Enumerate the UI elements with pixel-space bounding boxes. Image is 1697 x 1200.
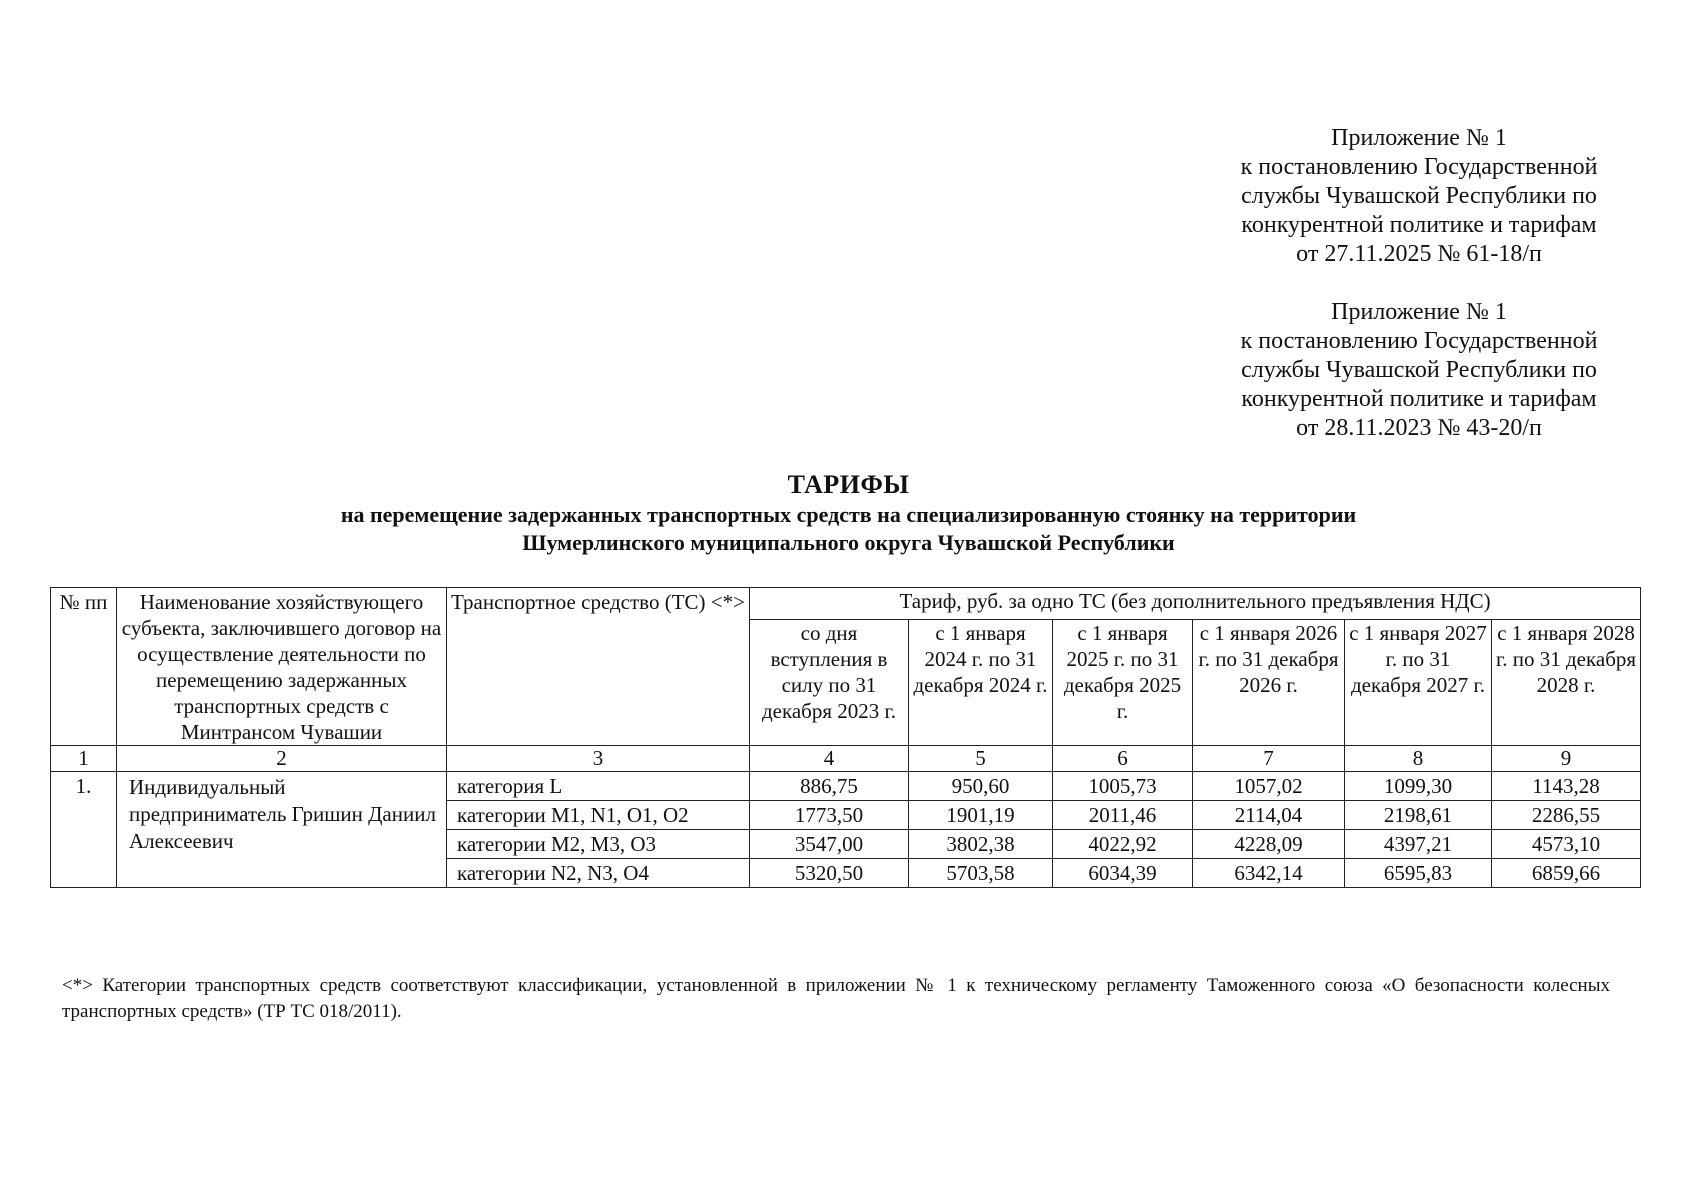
tariff-value: 2011,46 [1053, 801, 1193, 830]
tariff-value: 4573,10 [1492, 830, 1641, 859]
appendix-line: конкурентной политике и тарифам [1241, 212, 1597, 238]
tariff-value: 2114,04 [1193, 801, 1345, 830]
appendix-title: Приложение № 1 [1331, 299, 1507, 325]
tariff-value: 3547,00 [750, 830, 909, 859]
column-number: 3 [447, 746, 750, 772]
title-subtitle-line: Шумерлинского муниципального округа Чувашской Республики [522, 530, 1175, 555]
tariff-value: 2198,61 [1345, 801, 1492, 830]
header-row-number: № пп [51, 588, 117, 746]
vehicle-category: категории M1, N1, O1, O2 [447, 801, 750, 830]
tariff-table [50, 587, 1641, 888]
header-tariff: Тариф, руб. за одно ТС (без дополнительного предъявления НДС) [750, 588, 1641, 620]
appendix-line: службы Чувашской Республики по [1241, 183, 1597, 209]
entity-name: Индивидуальный предприниматель Гришин Даниил Алексеевич [117, 772, 447, 888]
tariff-value: 5320,50 [750, 859, 909, 888]
tariff-value: 1099,30 [1345, 772, 1492, 801]
appendix-header-original [1209, 298, 1629, 443]
appendix-title: Приложение № 1 [1331, 125, 1507, 151]
vehicle-category: категории M2, M3, O3 [447, 830, 750, 859]
title-main: ТАРИФЫ [787, 470, 910, 499]
table-row [51, 772, 1641, 801]
tariff-value: 6034,39 [1053, 859, 1193, 888]
header-period: со дня вступления в силу по 31 декабря 2023 г. [750, 620, 909, 746]
vehicle-category: категории N2, N3, O4 [447, 859, 750, 888]
tariff-value: 950,60 [909, 772, 1053, 801]
appendix-date-number: от 27.11.2025 № 61-18/п [1296, 241, 1542, 267]
appendix-line: к постановлению Государственной [1240, 154, 1598, 180]
vehicle-category: категория L [447, 772, 750, 801]
tariff-value: 4022,92 [1053, 830, 1193, 859]
tariff-value: 1005,73 [1053, 772, 1193, 801]
appendix-line: службы Чувашской Республики по [1241, 357, 1597, 383]
tariff-value: 1143,28 [1492, 772, 1641, 801]
column-number: 7 [1193, 746, 1345, 772]
tariff-value: 6595,83 [1345, 859, 1492, 888]
header-entity: Наименование хозяйствующего субъекта, заключившего договор на осуществление деятельности по перемещению задержанных транспортных средств с Минтрансом Чувашии [117, 588, 447, 746]
document-title [0, 469, 1697, 557]
tariff-value: 4228,09 [1193, 830, 1345, 859]
appendix-date-number: от 28.11.2023 № 43-20/п [1296, 415, 1542, 441]
tariff-value: 4397,21 [1345, 830, 1492, 859]
header-period: с 1 января 2028 г. по 31 декабря 2028 г. [1492, 620, 1641, 746]
column-number: 9 [1492, 746, 1641, 772]
header-period: с 1 января 2027 г. по 31 декабря 2027 г. [1345, 620, 1492, 746]
tariff-value: 6342,14 [1193, 859, 1345, 888]
tariff-value: 1773,50 [750, 801, 909, 830]
column-number: 2 [117, 746, 447, 772]
column-number: 6 [1053, 746, 1193, 772]
tariff-value: 1901,19 [909, 801, 1053, 830]
title-subtitle-line: на перемещение задержанных транспортных средств на специализированную стоянку на территории [340, 502, 1357, 527]
header-vehicle: Транспортное средство (ТС) <*> [447, 588, 750, 746]
tariff-value: 886,75 [750, 772, 909, 801]
appendix-line: к постановлению Государственной [1240, 328, 1598, 354]
footnote: <*> Категории транспортных средств соответствуют классификации, установленной в приложении № 1 к техническому регламенту Таможенного союза «О безопасности колесных транспортных средств» (ТР ТС 018/2011). [62, 975, 1610, 1022]
tariff-value: 5703,58 [909, 859, 1053, 888]
header-period: с 1 января 2026 г. по 31 декабря 2026 г. [1193, 620, 1345, 746]
appendix-header-current [1209, 124, 1629, 269]
header-period: с 1 января 2024 г. по 31 декабря 2024 г. [909, 620, 1053, 746]
tariff-value: 2286,55 [1492, 801, 1641, 830]
column-number: 1 [51, 746, 117, 772]
column-number: 5 [909, 746, 1053, 772]
row-number: 1. [51, 772, 117, 888]
column-number: 4 [750, 746, 909, 772]
appendix-line: конкурентной политике и тарифам [1241, 386, 1597, 412]
tariff-value: 1057,02 [1193, 772, 1345, 801]
tariff-value: 6859,66 [1492, 859, 1641, 888]
header-period: с 1 января 2025 г. по 31 декабря 2025 г. [1053, 620, 1193, 746]
column-number: 8 [1345, 746, 1492, 772]
tariff-value: 3802,38 [909, 830, 1053, 859]
